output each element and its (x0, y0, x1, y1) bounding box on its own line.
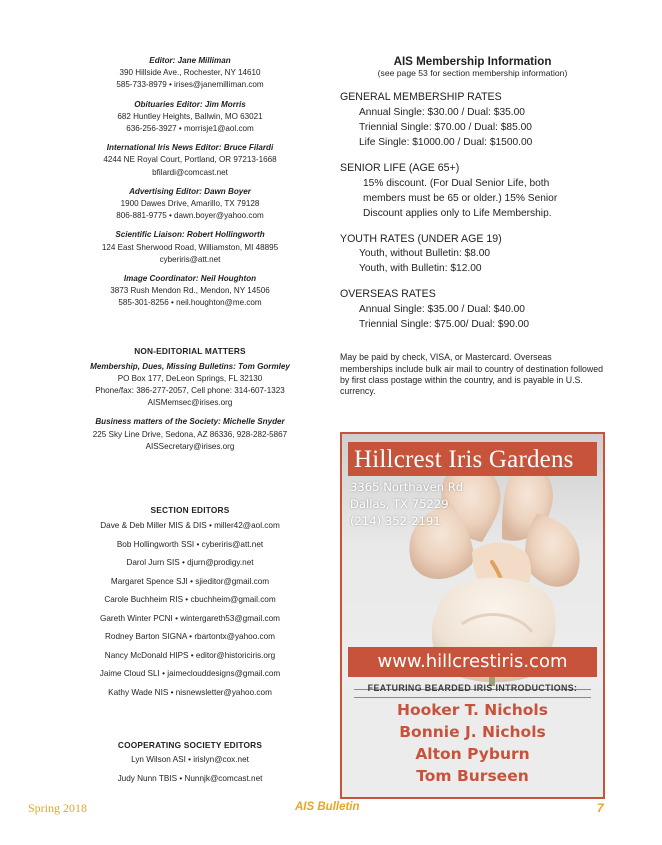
divider (354, 697, 591, 698)
editor-address: 4244 NE Royal Court, Portland, OR 97213-1668 (103, 155, 277, 165)
contact-email: AISSecretary@irises.org (145, 441, 235, 451)
editor-title: International Iris News Editor: Bruce Filardi (106, 143, 274, 153)
list-item: Dave & Deb Miller MIS & DIS • miller42@aol.com (100, 521, 280, 531)
editor-title: Obituaries Editor: Jim Morris (134, 99, 246, 109)
overseas-rates-heading: OVERSEAS RATES (340, 288, 436, 301)
senior-rates-text: members must be 65 or older.) 15% Senior (363, 192, 558, 204)
cooperating-heading: COOPERATING SOCIETY EDITORS (117, 740, 263, 751)
ad-introduction: Bonnie J. Nichols (399, 723, 546, 741)
membership-info-column (340, 55, 605, 398)
editor-address: 390 Hillside Ave., Rochester, NY 14610 (119, 68, 261, 78)
youth-rates-heading: YOUTH RATES (UNDER AGE 19) (340, 232, 502, 245)
hillcrest-advertisement (340, 432, 605, 799)
issue-date: Spring 2018 (28, 801, 88, 815)
rate-line: Annual Single: $30.00 / Dual: $35.00 (359, 106, 525, 118)
contact-title: Membership, Dues, Missing Bulletins: Tom Gormley (90, 361, 290, 371)
editor-contact: 585-733-8979 • irises@janemilliman.com (116, 80, 264, 90)
list-item: Judy Nunn TBIS • Nunnjk@comcast.net (117, 773, 263, 783)
page-footer (0, 801, 662, 817)
ad-introduction: Alton Pyburn (415, 745, 530, 763)
editor-address: 682 Huntley Heights, Ballwin, MO 63021 (117, 111, 263, 121)
editor-contact: 636-256-3927 • morrisje1@aol.com (126, 124, 254, 134)
editor-block (70, 55, 310, 92)
list-item: Bob Hollingworth SSI • cyberiris@att.net (116, 539, 264, 549)
list-item: Margaret Spence SJI • sjieditor@gmail.com (110, 576, 270, 586)
editor-title: Editor: Jane Milliman (149, 56, 231, 65)
contact-address: 225 Sky Line Drive, Sedona, AZ 86336, 928-282-5867 (92, 429, 288, 439)
list-item: Gareth Winter PCNI • wintergareth53@gmail.com (100, 613, 280, 623)
editor-title: Image Coordinator: Neil Houghton (123, 274, 257, 284)
editor-title: Advertising Editor: Dawn Boyer (129, 186, 251, 196)
scientific-liaison-block (70, 229, 310, 266)
ad-street: 3365 Northaven Rd (350, 480, 464, 494)
ad-city: Dallas, TX 75229 (350, 497, 449, 511)
ad-phone: (214) 352-2191 (350, 514, 441, 528)
list-item: Kathy Wade NIS • nisnewsletter@yahoo.com (108, 687, 272, 697)
masthead-column (70, 55, 310, 788)
membership-title: AIS Membership Information (393, 55, 552, 68)
ad-introduction: Tom Burseen (416, 767, 529, 785)
section-editors-list (70, 517, 310, 702)
international-editor-block (70, 142, 310, 179)
ad-introduction: Hooker T. Nichols (397, 701, 548, 719)
editor-contact: 806-881-9775 • dawn.boyer@yahoo.com (116, 211, 264, 221)
editor-contact: 585-301-8256 • neil.houghton@me.com (118, 298, 262, 308)
section-editors-heading: SECTION EDITORS (150, 505, 230, 516)
editor-contact: bfilardi@comcast.net (152, 167, 228, 177)
rate-line: Life Single: $1000.00 / Dual: $1500.00 (359, 136, 533, 148)
contact-email: AISMemsec@irises.org (147, 398, 233, 408)
editor-contact: cyberiris@att.net (159, 254, 221, 264)
rate-line: Triennial Single: $75.00/ Dual: $90.00 (359, 319, 530, 331)
contact-address: PO Box 177, DeLeon Springs, FL 32130 (117, 373, 263, 383)
rate-line: Triennial Single: $70.00 / Dual: $85.00 (359, 121, 532, 133)
editor-address: 1900 Dawes Drive, Amarillo, TX 79128 (120, 199, 260, 209)
business-contact-block (70, 416, 310, 453)
payment-note: May be paid by check, VISA, or Mastercard. Overseas memberships include bulk air mail to country of destination followed by first class postage within the country, and is payable in U.S. currency. (340, 352, 604, 397)
ad-featuring-label: FEATURING BEARDED IRIS INTRODUCTIONS: (367, 683, 578, 693)
advertising-editor-block (70, 186, 310, 223)
rate-line: Youth, without Bulletin: $8.00 (359, 248, 491, 260)
senior-rates-text: 15% discount. (For Dual Senior Life, both (363, 177, 550, 189)
ad-address (350, 479, 463, 530)
publication-name: AIS Bulletin (295, 801, 360, 813)
ad-business-name: Hillcrest Iris Gardens (354, 446, 574, 473)
senior-rates-text: Discount applies only to Life Membership. (363, 207, 552, 219)
editor-address: 3873 Rush Mendon Rd., Mendon, NY 14506 (110, 286, 270, 296)
senior-rates-heading: SENIOR LIFE (AGE 65+) (340, 161, 460, 174)
cooperating-list (70, 751, 310, 788)
list-item: Darol Jurn SIS • djurn@prodigy.net (126, 558, 254, 568)
list-item: Jaime Cloud SLI • jaimeclouddesigns@gmail.com (99, 669, 281, 679)
membership-subtitle: (see page 53 for section membership information) (377, 68, 568, 78)
list-item: Lyn Wilson ASI • irislyn@cox.net (131, 755, 249, 765)
general-rates-heading: GENERAL MEMBERSHIP RATES (340, 91, 502, 103)
image-coordinator-block (70, 273, 310, 310)
editor-address: 124 East Sherwood Road, Williamston, MI 48895 (101, 242, 279, 252)
obituaries-editor-block (70, 99, 310, 136)
editor-title: Scientific Liaison: Robert Hollingworth (115, 230, 265, 240)
list-item: Rodney Barton SIGNA • rbartontx@yahoo.com (104, 632, 275, 642)
ad-website-link[interactable]: www.hillcrestiris.com (377, 651, 568, 672)
rate-line: Youth, with Bulletin: $12.00 (359, 263, 482, 275)
membership-contact-block (70, 361, 310, 410)
list-item: Carole Buchheim RIS • cbuchheim@gmail.com (104, 595, 276, 605)
list-item: Nancy McDonald HIPS • editor@historiciris.org (104, 650, 276, 660)
contact-title: Business matters of the Society: Michelle Snyder (95, 417, 285, 427)
page-number: 7 (597, 801, 604, 815)
contact-phone: Phone/fax: 386-277-2057, Cell phone: 314-607-1323 (95, 386, 285, 396)
rate-line: Annual Single: $35.00 / Dual: $40.00 (359, 304, 525, 316)
non-editorial-heading: NON-EDITORIAL MATTERS (134, 345, 246, 356)
